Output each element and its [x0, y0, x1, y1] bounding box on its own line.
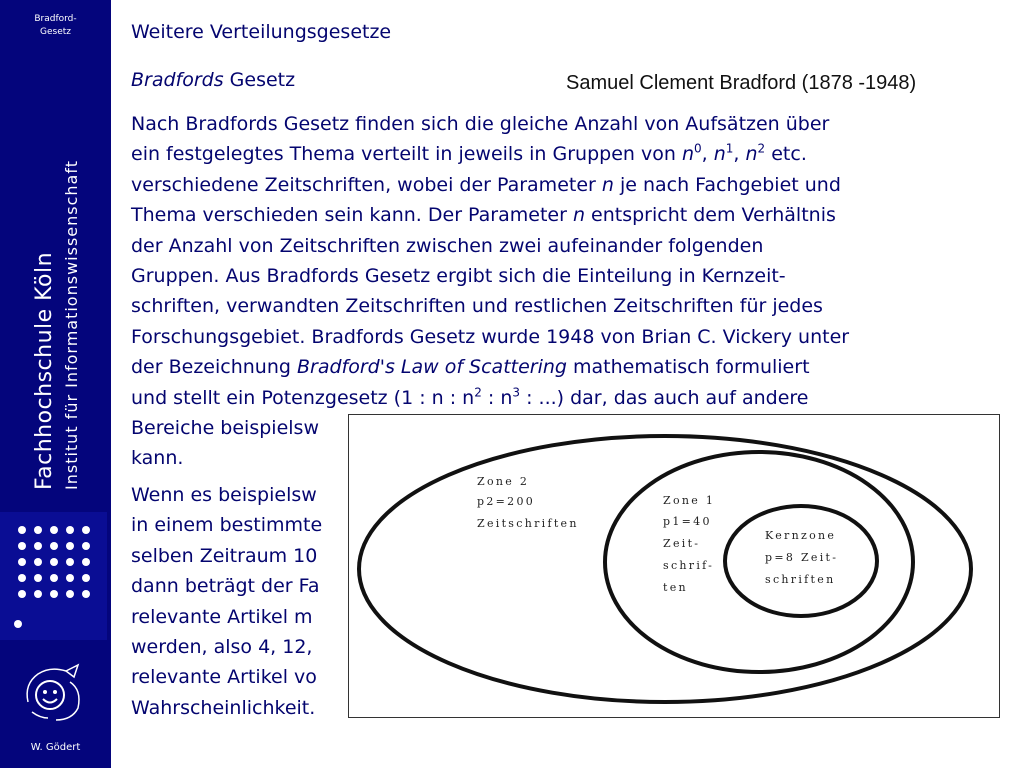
core-zone-count: p=8 Zeit-	[765, 551, 839, 564]
text-line: Wahrscheinlichkeit.	[131, 696, 316, 719]
subtitle-rest: Gesetz	[223, 69, 296, 91]
law-name: Bradford's Law of Scattering	[296, 356, 567, 379]
text-line: relevante Artikel m	[131, 605, 313, 628]
text-line: mathematisch formuliert	[566, 356, 810, 379]
text-line: ein festgelegtes Thema verteilt in jeweils in Gruppen von	[131, 143, 682, 166]
text-line: Thema verschieden sein kann. Der Parameter	[131, 204, 573, 227]
grid-dot	[34, 558, 42, 566]
vertical-title	[30, 112, 92, 490]
author-label: W. Gödert	[30, 742, 81, 753]
superscript: 0	[693, 142, 702, 157]
core-zone-unit: schriften	[765, 573, 836, 586]
text-line: etc.	[765, 143, 807, 166]
param-n: n	[681, 143, 694, 166]
zone-1-count: p1=40	[663, 515, 712, 528]
grid-dot	[18, 558, 26, 566]
slide-subtitle	[131, 66, 295, 94]
grid-dot	[18, 574, 26, 582]
grid-dot	[34, 590, 42, 598]
grid-dot	[66, 542, 74, 550]
bradford-zones-diagram	[348, 414, 1000, 718]
grid-dot	[50, 526, 58, 534]
institute-name: Institut für Informationswissenschaft	[62, 160, 81, 490]
top-label-line-2: Gesetz	[40, 27, 71, 37]
zone-2-label: Zone 2	[477, 475, 530, 488]
separator: ,	[701, 143, 714, 166]
text-line: der Bezeichnung	[131, 356, 297, 379]
zone-1-unit-1: Zeit-	[663, 537, 701, 550]
zone-1-unit-2: schrif-	[663, 559, 715, 572]
text-line: Wenn es beispielsw	[131, 483, 317, 506]
zone-1-label: Zone 1	[663, 494, 716, 507]
zone-1-ellipse	[605, 452, 913, 672]
grid-dot	[82, 542, 90, 550]
grid-dot	[50, 590, 58, 598]
subtitle-italic: Bradfords	[131, 69, 224, 91]
text-line: kann.	[131, 447, 184, 470]
zone-2-unit: Zeitschriften	[477, 517, 579, 530]
superscript: 3	[512, 385, 521, 400]
core-zone-label: Kernzone	[765, 529, 837, 542]
sidebar-top-label	[0, 13, 111, 39]
superscript: 2	[757, 142, 766, 157]
param-n: n	[713, 143, 726, 166]
grid-dot	[34, 526, 42, 534]
zone-2-count: p2=200	[477, 495, 536, 508]
text-line: Nach Bradfords Gesetz finden sich die gleiche Anzahl von Aufsätzen über	[131, 113, 830, 135]
text-line: dann beträgt der Fa	[131, 575, 320, 598]
text-line: Gruppen. Aus Bradfords Gesetz ergibt sich die Einteilung in Kernzeit-	[131, 265, 786, 288]
grid-dot	[82, 526, 90, 534]
zone-1-unit-3: ten	[663, 581, 688, 594]
text-line: und stellt ein Potenzgesetz (1 : n : n	[131, 386, 475, 409]
grid-dot	[18, 590, 26, 598]
text-line: selben Zeitraum 10	[131, 544, 318, 567]
superscript: 2	[474, 385, 482, 400]
grid-dot	[82, 558, 90, 566]
text-line: relevante Artikel vo	[131, 666, 317, 689]
text-line: : ...) dar, das auch auf andere	[520, 386, 809, 409]
text-line: schriften, verwandten Zeitschriften und restlichen Zeitschriften für jedes	[131, 295, 823, 318]
text-line: der Anzahl von Zeitschriften zwischen zwei aufeinander folgenden	[131, 234, 764, 257]
text-line: entspricht dem Verhältnis	[585, 204, 836, 227]
param-n: n	[572, 204, 585, 227]
grid-dot	[50, 542, 58, 550]
grid-dot	[34, 574, 42, 582]
person-credit: Samuel Clement Bradford (1878 -1948)	[566, 72, 917, 94]
grid-dot	[14, 620, 22, 628]
school-name: Fachhochschule Köln	[32, 251, 57, 490]
dot-grid-decoration	[0, 512, 107, 640]
sidebar	[0, 0, 111, 768]
text-line: je nach Fachgebiet und	[613, 173, 841, 196]
grid-dot	[82, 590, 90, 598]
text-line: Bereiche beispielsw	[131, 417, 319, 440]
grid-dot	[18, 526, 26, 534]
grid-dot	[66, 558, 74, 566]
section-title: Weitere Verteilungsgesetze	[131, 21, 392, 43]
param-n: n	[745, 143, 758, 166]
text-line: in einem bestimmte	[131, 514, 323, 537]
grid-dot	[34, 542, 42, 550]
separator: ,	[733, 143, 746, 166]
grid-dot	[66, 574, 74, 582]
grid-dot	[50, 574, 58, 582]
text-line: : n	[481, 386, 513, 409]
grid-dot	[18, 542, 26, 550]
text-line: Forschungsgebiet. Bradfords Gesetz wurde 1948 von Brian C. Vickery unter	[131, 325, 850, 348]
grid-dot	[50, 558, 58, 566]
grid-dot	[66, 590, 74, 598]
text-line: verschiedene Zeitschriften, wobei der Parameter	[131, 173, 602, 196]
text-line: werden, also 4, 12,	[131, 635, 313, 658]
top-label-line-1: Bradford-	[34, 14, 77, 24]
param-n: n	[601, 173, 614, 196]
grid-dot	[66, 526, 74, 534]
superscript: 1	[725, 142, 734, 157]
smiley-face-icon	[20, 662, 94, 724]
grid-dot	[82, 574, 90, 582]
